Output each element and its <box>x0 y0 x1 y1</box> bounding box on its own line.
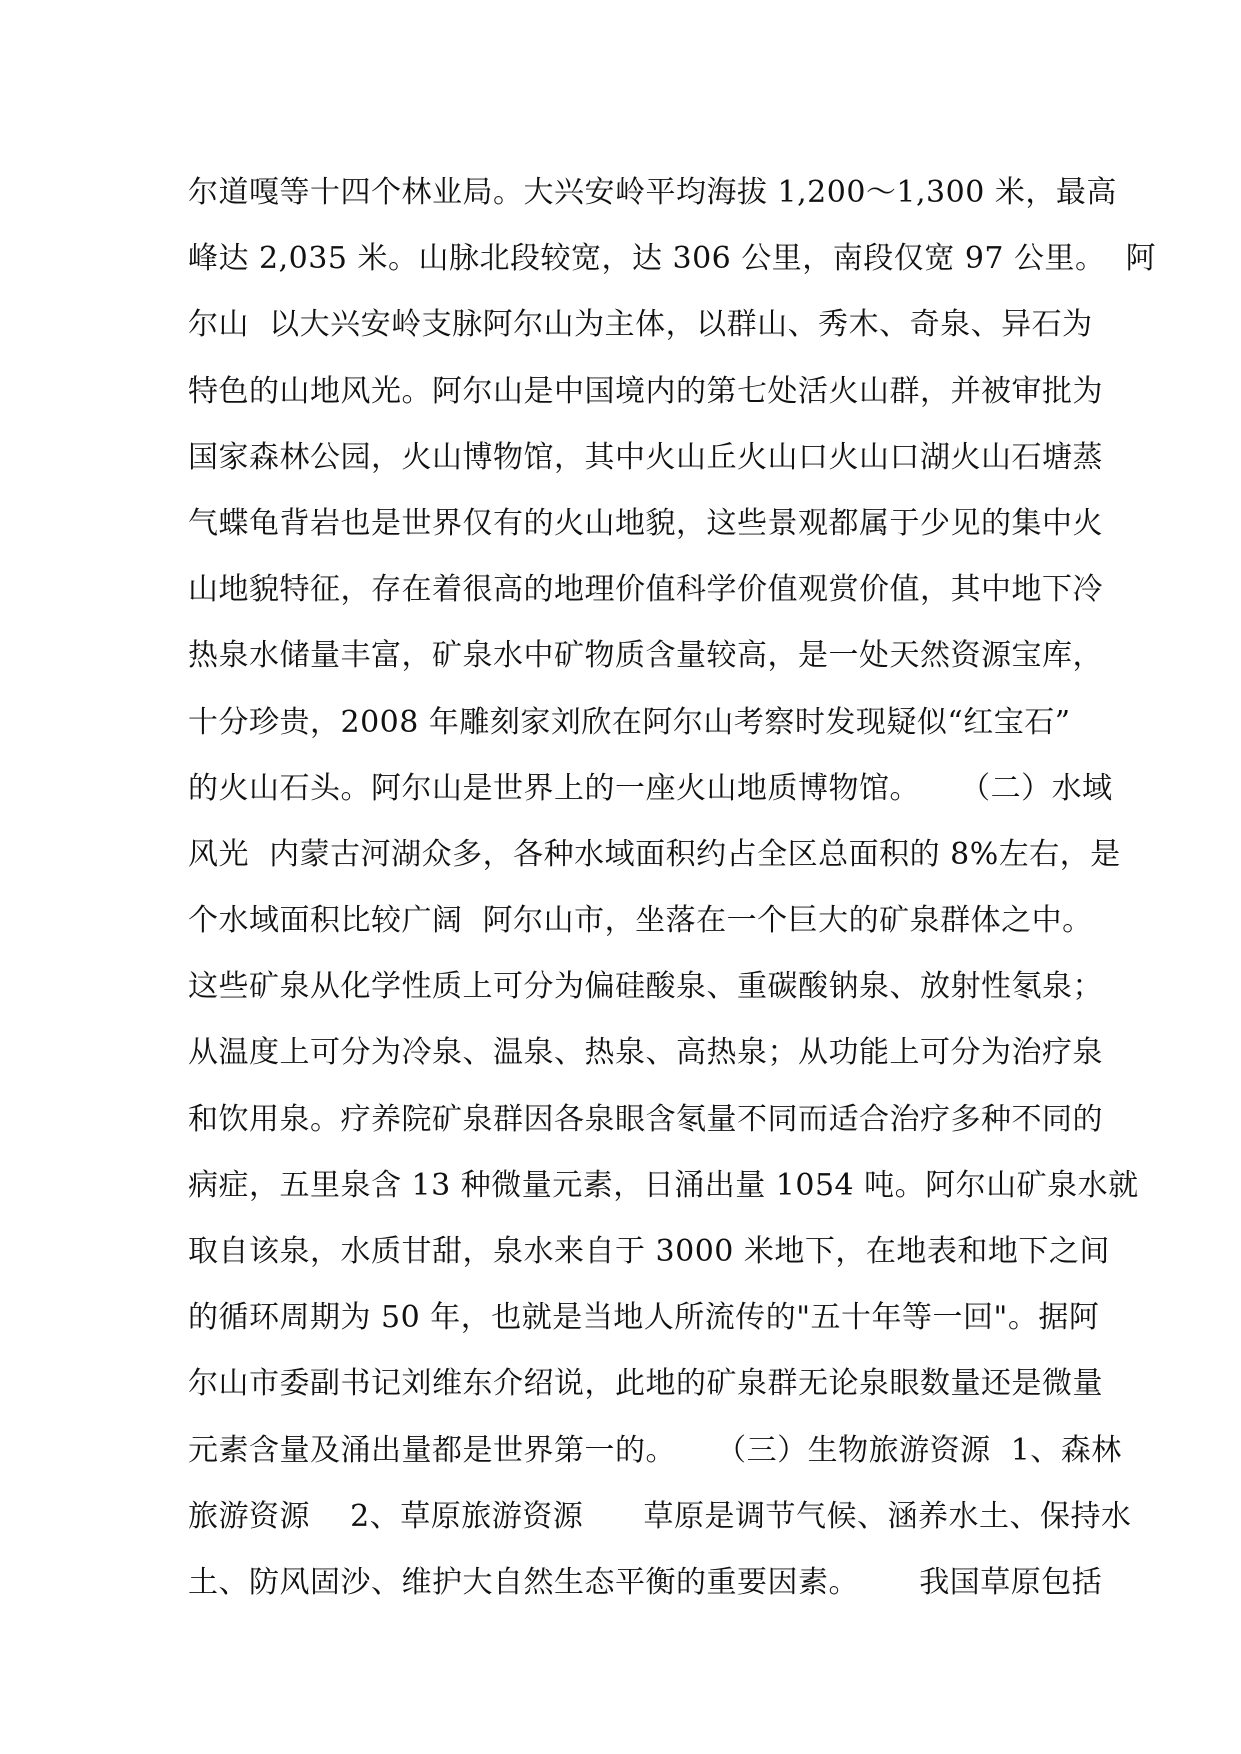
text-line: 的火山石头。阿尔山是世界上的一座火山地质博物馆。 （二）水域 <box>188 770 1113 806</box>
text-line: 热泉水储量丰富，矿泉水中矿物质含量较高，是一处天然资源宝库， <box>188 638 1103 674</box>
text-line: 病症，五里泉含 13 种微量元素，日涌出量 1054 吨。阿尔山矿泉水就 <box>188 1167 1139 1203</box>
text-line: 个水域面积比较广阔 阿尔山市，坐落在一个巨大的矿泉群体之中。 <box>188 903 1093 939</box>
body-text <box>188 160 1157 1616</box>
text-line: 的循环周期为 50 年，也就是当地人所流传的"五十年等一回"。据阿 <box>188 1300 1100 1336</box>
text-line: 峰达 2,035 米。山脉北段较宽，达 306 公里，南段仅宽 97 公里。 阿 <box>188 241 1157 277</box>
text-line: 山地貌特征，存在着很高的地理价值科学价值观赏价值，其中地下冷 <box>188 572 1103 608</box>
text-line: 从温度上可分为冷泉、温泉、热泉、高热泉；从功能上可分为治疗泉 <box>188 1035 1103 1071</box>
text-line: 这些矿泉从化学性质上可分为偏硅酸泉、重碳酸钠泉、放射性氡泉； <box>188 969 1103 1005</box>
text-line: 和饮用泉。疗养院矿泉群因各泉眼含氡量不同而适合治疗多种不同的 <box>188 1101 1103 1137</box>
text-line: 国家森林公园，火山博物馆，其中火山丘火山口火山口湖火山石塘蒸 <box>188 439 1103 475</box>
text-line: 尔山 以大兴安岭支脉阿尔山为主体，以群山、秀木、奇泉、异石为 <box>188 307 1093 343</box>
text-line: 尔山市委副书记刘维东介绍说，此地的矿泉群无论泉眼数量还是微量 <box>188 1366 1103 1402</box>
text-line: 特色的山地风光。阿尔山是中国境内的第七处活火山群，并被审批为 <box>188 373 1103 409</box>
text-line: 气蝶龟背岩也是世界仅有的火山地貌，这些景观都属于少见的集中火 <box>188 505 1103 541</box>
text-line: 尔道嘎等十四个林业局。大兴安岭平均海拔 1,200～1,300 米，最高 <box>188 175 1117 210</box>
text-line: 十分珍贵，2008 年雕刻家刘欣在阿尔山考察时发现疑似“红宝石” <box>188 704 1071 740</box>
text-line: 取自该泉，水质甘甜，泉水来自于 3000 米地下，在地表和地下之间 <box>188 1234 1110 1269</box>
text-line: 土、防风固沙、维护大自然生态平衡的重要因素。 我国草原包括 <box>188 1564 1103 1600</box>
text-line: 旅游资源 2、草原旅游资源 草原是调节气候、涵养水土、保持水 <box>188 1498 1132 1534</box>
text-line: 元素含量及涌出量都是世界第一的。 （三）生物旅游资源 1、森林 <box>188 1432 1122 1468</box>
text-line: 风光 内蒙古河湖众多，各种水域面积约占全区总面积的 8%左右，是 <box>188 836 1121 872</box>
